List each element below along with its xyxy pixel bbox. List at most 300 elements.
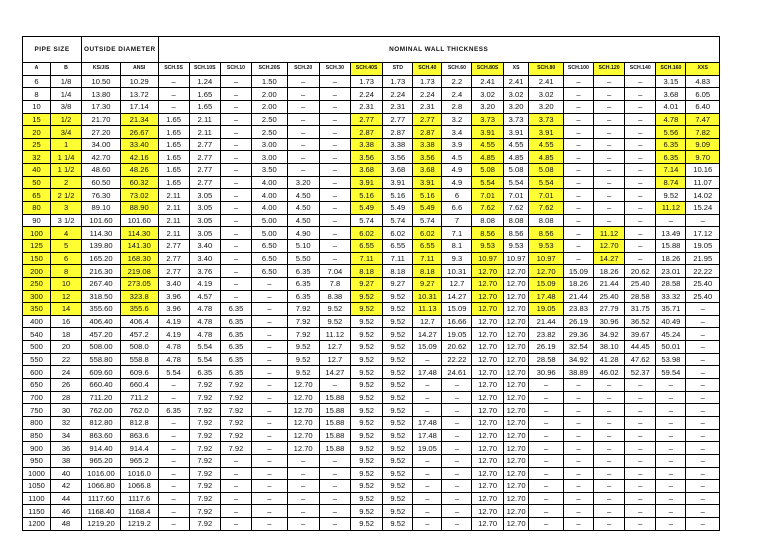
table-cell: 101.60 [82,214,121,227]
table-cell: 13.72 [120,88,158,101]
table-cell: 5.74 [350,214,382,227]
table-cell: 7.92 [220,429,251,442]
table-cell: 2.8 [442,100,472,113]
table-cell: – [656,429,686,442]
table-cell: – [625,379,656,392]
table-cell: – [656,379,686,392]
table-cell: 12.70 [472,480,503,493]
table-cell: 19.05 [686,239,720,252]
table-cell: 2.24 [383,88,413,101]
table-cell: 11.13 [413,303,442,316]
table-cell: – [563,239,593,252]
table-cell: 4 [50,227,81,240]
table-cell: – [220,239,251,252]
table-cell: 10 [23,100,51,113]
table-cell: 1.65 [158,113,189,126]
table-cell: – [287,113,319,126]
table-cell: 20 [23,126,51,139]
table-cell: – [625,214,656,227]
table-cell: – [686,454,720,467]
table-cell: 6.35 [220,353,251,366]
table-cell: 609.60 [82,366,121,379]
table-cell: – [563,176,593,189]
table-cell: 17.12 [686,227,720,240]
table-cell: – [686,518,720,531]
table-cell: 9.52 [350,328,382,341]
table-cell: – [529,379,563,392]
table-cell: – [656,442,686,455]
table-cell: 12.70 [503,442,529,455]
table-cell: 14 [50,303,81,316]
table-cell: 9.27 [350,277,382,290]
table-cell: 1168.4 [120,505,158,518]
table-cell: 4.78 [189,328,220,341]
table-cell: – [625,492,656,505]
table-cell: 4.00 [252,202,287,215]
table-cell: 12.70 [472,505,503,518]
table-cell: 711.2 [120,391,158,404]
table-cell: – [593,126,624,139]
column-header: SCH.160 [656,63,686,76]
table-cell: 5.08 [529,164,563,177]
table-cell: – [442,404,472,417]
table-cell: 11.12 [593,227,624,240]
table-cell: – [686,328,720,341]
table-cell: 7.92 [189,492,220,505]
table-cell: 89.10 [82,202,121,215]
table-cell: – [220,265,251,278]
table-cell: 3.02 [503,88,529,101]
table-cell: – [413,404,442,417]
table-cell: 17.30 [82,100,121,113]
table-cell: 6.35 [220,328,251,341]
table-cell: 1.73 [383,75,413,88]
table-cell: – [287,480,319,493]
table-cell: 18 [50,328,81,341]
table-cell: 46 [50,505,81,518]
table-cell: – [319,492,350,505]
table-cell: 36.52 [625,315,656,328]
table-cell: 9.52 [350,454,382,467]
table-cell: 19.05 [413,442,442,455]
table-cell: 33.32 [656,290,686,303]
table-cell: – [529,467,563,480]
table-cell: – [656,492,686,505]
table-cell: – [319,480,350,493]
table-cell: – [252,416,287,429]
header-row-groups [23,37,720,63]
table-cell: 1.65 [158,138,189,151]
table-cell: 4.01 [656,100,686,113]
table-cell: 1219.2 [120,518,158,531]
table-cell: 3.00 [252,151,287,164]
table-cell: 1066.8 [120,480,158,493]
table-cell: – [625,176,656,189]
table-cell: – [563,454,593,467]
table-cell: 2.4 [442,88,472,101]
table-cell: 19.05 [442,328,472,341]
table-cell: – [220,151,251,164]
table-cell: – [158,429,189,442]
table-cell: 558.8 [120,353,158,366]
table-cell: – [158,518,189,531]
table-cell: – [593,404,624,417]
table-cell: 6.55 [413,239,442,252]
table-cell: 2.87 [383,126,413,139]
table-cell: 762.00 [82,404,121,417]
table-row [23,518,720,531]
table-cell: – [442,492,472,505]
table-cell: 7.92 [220,391,251,404]
table-cell: 18.26 [593,265,624,278]
table-cell: 3.91 [350,176,382,189]
table-cell: – [593,505,624,518]
table-cell: 7.92 [220,404,251,417]
table-cell: – [287,75,319,88]
table-cell: 457.2 [120,328,158,341]
table-cell: 558.80 [82,353,121,366]
table-row [23,442,720,455]
table-cell: 863.60 [82,429,121,442]
table-cell: 35.71 [656,303,686,316]
table-cell: – [563,429,593,442]
table-cell: 25 [23,138,51,151]
table-cell: 7.92 [189,454,220,467]
table-cell: 30.96 [593,315,624,328]
table-cell: 4.85 [503,151,529,164]
table-cell: 400 [23,315,51,328]
table-cell: 21.34 [120,113,158,126]
table-cell: 4.9 [442,176,472,189]
table-cell: 750 [23,404,51,417]
table-cell: 2.11 [189,126,220,139]
table-cell: – [442,416,472,429]
table-cell: 1.65 [158,164,189,177]
table-cell: 12.7 [319,341,350,354]
table-cell: 12.70 [472,404,503,417]
table-cell: 219.08 [120,265,158,278]
column-header: STD [383,63,413,76]
table-cell: 139.80 [82,239,121,252]
table-cell: 2.77 [189,164,220,177]
table-cell: 9.52 [350,391,382,404]
column-header: SCH.5S [158,63,189,76]
table-cell: 9.52 [350,290,382,303]
column-header: SCH.140 [625,63,656,76]
table-cell: – [252,505,287,518]
table-cell: 6.02 [383,227,413,240]
table-cell: 25.40 [593,290,624,303]
table-cell: 14.27 [413,328,442,341]
table-cell: 8.18 [383,265,413,278]
table-cell: 5.54 [472,176,503,189]
table-cell: 12.70 [503,353,529,366]
table-cell: 3.68 [413,164,442,177]
table-cell: 7.04 [319,265,350,278]
table-cell: 2.11 [158,202,189,215]
table-cell: 32 [50,416,81,429]
table-cell: 44 [50,492,81,505]
table-cell: – [252,492,287,505]
table-cell: 8.38 [319,290,350,303]
table-cell: 6 [23,75,51,88]
table-cell: – [563,151,593,164]
table-cell: 7.92 [189,391,220,404]
table-cell: 10.97 [503,252,529,265]
table-cell: 101.60 [120,214,158,227]
table-cell: 6.35 [656,138,686,151]
table-cell: 273.05 [120,277,158,290]
table-cell: – [252,391,287,404]
table-cell: 24.61 [442,366,472,379]
table-cell: 4.19 [158,315,189,328]
table-cell: 12.7 [413,315,442,328]
table-cell: 3.05 [189,214,220,227]
table-cell: – [220,227,251,240]
table-cell: – [686,480,720,493]
table-cell: – [319,138,350,151]
table-cell: – [563,492,593,505]
table-cell: 18.26 [563,277,593,290]
table-cell: – [593,100,624,113]
table-cell: – [158,75,189,88]
table-cell: 2.77 [383,113,413,126]
table-cell: – [220,492,251,505]
table-cell: – [220,189,251,202]
table-cell: 200 [23,265,51,278]
table-cell: – [656,480,686,493]
table-cell: 2.11 [158,214,189,227]
table-cell: 6.35 [189,366,220,379]
table-cell: 2.77 [158,252,189,265]
table-cell: – [563,416,593,429]
table-cell: 6.35 [287,290,319,303]
table-cell: – [319,189,350,202]
table-cell: 12.70 [472,303,503,316]
table-cell: 65 [23,189,51,202]
table-cell: 9.52 [383,467,413,480]
table-cell: 9.52 [287,341,319,354]
table-cell: 3.91 [413,176,442,189]
table-cell: 48.60 [82,164,121,177]
table-cell: 7.82 [686,126,720,139]
table-cell: – [563,227,593,240]
table-cell: 5.10 [287,239,319,252]
table-cell: 2.11 [158,189,189,202]
table-cell: – [656,518,686,531]
table-cell: – [686,353,720,366]
table-cell: 114.30 [82,227,121,240]
table-cell: – [158,467,189,480]
table-cell: – [593,151,624,164]
table-cell: – [625,442,656,455]
table-cell: 12.70 [472,265,503,278]
table-cell: – [625,138,656,151]
table-cell: 4.78 [189,303,220,316]
table-cell: 9.52 [287,366,319,379]
table-cell: 12.70 [503,492,529,505]
table-cell: 406.40 [82,315,121,328]
table-cell: 1/2 [50,113,81,126]
table-cell: 3.56 [383,151,413,164]
table-cell: 15.88 [319,416,350,429]
table-row [23,126,720,139]
table-cell: 12.70 [503,429,529,442]
table-row [23,315,720,328]
table-cell: – [158,379,189,392]
table-cell: 8.18 [350,265,382,278]
table-cell: 25.40 [686,290,720,303]
table-cell: – [319,151,350,164]
table-cell: 7.92 [287,328,319,341]
table-cell: – [319,379,350,392]
table-cell: – [563,391,593,404]
table-cell: 4.19 [158,328,189,341]
table-row [23,202,720,215]
table-cell: – [563,126,593,139]
table-cell: 9.52 [383,353,413,366]
table-cell: 20 [50,341,81,354]
table-row [23,391,720,404]
table-cell: – [252,290,287,303]
table-cell: 25.40 [625,277,656,290]
table-cell: 40 [23,164,51,177]
table-cell: 3.73 [503,113,529,126]
table-cell: 5.00 [252,214,287,227]
table-cell: 9.09 [686,138,720,151]
table-cell: 6.35 [158,404,189,417]
table-cell: – [563,202,593,215]
table-cell: – [319,252,350,265]
table-cell: 9.52 [383,454,413,467]
table-cell: 12.70 [503,366,529,379]
table-cell: – [593,518,624,531]
table-cell: 5.54 [503,176,529,189]
table-cell: 17.48 [413,366,442,379]
table-cell: 9.52 [350,341,382,354]
column-header: SCH.10 [220,63,251,76]
table-cell: – [686,404,720,417]
table-cell: 9.52 [350,442,382,455]
table-cell: – [442,518,472,531]
table-cell: 10.16 [686,164,720,177]
table-cell: 28 [50,391,81,404]
table-cell: 12.70 [472,353,503,366]
table-cell: 2.77 [189,138,220,151]
table-cell: 9.52 [319,315,350,328]
table-cell: 8 [50,265,81,278]
table-cell: 914.4 [120,442,158,455]
table-cell: – [252,353,287,366]
table-cell: 42 [50,480,81,493]
table-cell: 7.92 [189,442,220,455]
table-cell: 12.70 [287,404,319,417]
table-row [23,328,720,341]
table-cell: 30.96 [529,366,563,379]
column-header: SCH.100 [563,63,593,76]
table-cell: 90 [23,214,51,227]
table-cell: 300 [23,290,51,303]
table-cell: – [563,189,593,202]
table-cell: 34 [50,429,81,442]
table-cell: 318.50 [82,290,121,303]
table-cell: 12.70 [503,480,529,493]
table-cell: 812.80 [82,416,121,429]
table-cell: 8 [23,88,51,101]
table-cell: 1150 [23,505,51,518]
table-cell: – [593,113,624,126]
table-cell: 40.49 [656,315,686,328]
table-cell: – [252,303,287,316]
table-row [23,467,720,480]
table-cell: – [563,480,593,493]
table-cell: 6.35 [287,277,319,290]
table-cell: 1/4 [50,88,81,101]
table-cell: – [220,290,251,303]
table-cell: – [319,176,350,189]
table-cell: 12.70 [472,429,503,442]
table-cell: 900 [23,442,51,455]
table-cell: 7.92 [189,480,220,493]
table-cell: 9.52 [287,353,319,366]
table-cell: – [625,126,656,139]
table-cell: – [319,239,350,252]
table-row [23,290,720,303]
table-cell: – [563,442,593,455]
table-cell: – [252,366,287,379]
table-cell: 9.52 [350,467,382,480]
table-cell: 12.70 [472,379,503,392]
table-cell: 50 [23,176,51,189]
table-cell: 9.52 [656,189,686,202]
table-cell: 8.08 [503,214,529,227]
table-cell: 323.8 [120,290,158,303]
table-cell: 850 [23,429,51,442]
table-cell: 40 [50,467,81,480]
table-cell: 15.09 [529,277,563,290]
table-cell: – [686,315,720,328]
table-cell: – [158,505,189,518]
table-cell: 45.24 [656,328,686,341]
table-cell: 5.49 [383,202,413,215]
table-cell: 7.01 [529,189,563,202]
table-cell: 8.1 [442,239,472,252]
table-cell: – [656,454,686,467]
table-row [23,366,720,379]
table-cell: 28.58 [529,353,563,366]
table-cell: – [529,480,563,493]
table-cell: 141.30 [120,239,158,252]
table-cell: 6.6 [442,202,472,215]
table-cell: 2.31 [383,100,413,113]
table-cell: 17.14 [120,100,158,113]
table-cell: – [625,518,656,531]
table-cell: – [158,492,189,505]
table-cell: 1117.60 [82,492,121,505]
table-cell: – [220,176,251,189]
table-cell: 9.27 [413,277,442,290]
table-cell: 3.68 [383,164,413,177]
table-cell: 3.9 [442,138,472,151]
table-cell: 14.27 [319,366,350,379]
table-cell: 9.52 [383,480,413,493]
table-cell: – [625,113,656,126]
table-cell: 80 [23,202,51,215]
table-cell: 42.70 [82,151,121,164]
table-cell: 7.14 [656,164,686,177]
table-cell: – [319,75,350,88]
table-cell: 30 [50,404,81,417]
